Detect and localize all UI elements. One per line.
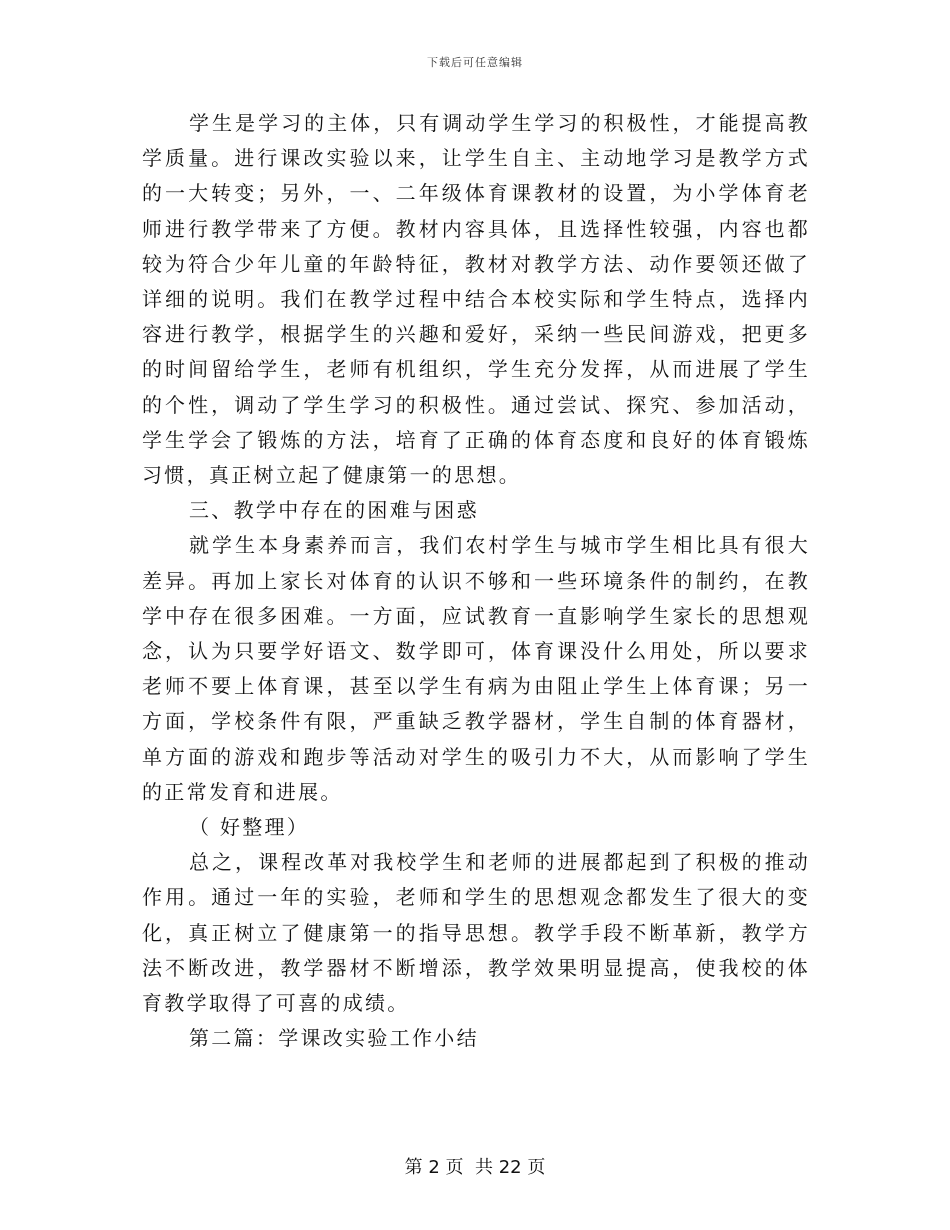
footer-mid: 页 共 bbox=[445, 1157, 493, 1178]
chapter-heading: 第二篇：学课改实验工作小结 bbox=[189, 1026, 479, 1051]
paragraph-2: 就学生本身素养而言，我们农村学生与城市学生相比具有很大差异。再加上家长对体育的认识不够和一些环境条件的制约，在教学中存在很多困难。一方面，应试教育一直影响学生家长的思想观念，认为只要学好语文、数学即可，体育课没什么用处，所以要求老师不要上体育课，甚至以学生有病为由阻止学生上体育课；另一方面，学校条件有限，严重缺乏教学器材，学生自制的体育器材，单方面的游戏和跑步等活动对学生的吸引力不大，从而影响了学生的正常发育和进展。 bbox=[142, 533, 810, 804]
document-body bbox=[142, 106, 810, 1056]
paragraph-1: 学生是学习的主体，只有调动学生学习的积极性，才能提高教学质量。进行课改实验以来，让学生自主、主动地学习是教学方式的一大转变；另外，一、二年级体育课教材的设置，为小学体育老师进行教学带来了方便。教材内容具体，且选择性较强，内容也都较为符合少年儿童的年龄特征，教材对教学方法、动作要领还做了详细的说明。我们在教学过程中结合本校实际和学生特点，选择内容进行教学，根据学生的兴趣和爱好，采纳一些民间游戏，把更多的时间留给学生，老师有机组织，学生充分发挥，从而进展了学生的个性，调动了学生学习的积极性。通过尝试、探究、参加活动，学生学会了锻炼的方法，培育了正确的体育态度和良好的体育锻炼习惯，真正树立起了健康第一的思想。 bbox=[142, 111, 810, 488]
section-heading: 三、教学中存在的困难与困惑 bbox=[189, 498, 479, 523]
page-footer bbox=[0, 1153, 950, 1179]
total-pages-number: 22 bbox=[498, 1157, 522, 1178]
page-header: 下载后可任意编辑 bbox=[427, 56, 523, 69]
current-page-number: 2 bbox=[428, 1157, 440, 1178]
note-line: （ 好整理） bbox=[189, 815, 310, 840]
footer-suffix: 页 bbox=[527, 1157, 546, 1178]
paragraph-3: 总之，课程改革对我校学生和老师的进展都起到了积极的推动作用。通过一年的实验，老师和学生的思想观念都发生了很大的变化，真正树立了健康第一的指导思想。教学手段不断革新，教学方法不断改进，教学器材不断增添，教学效果明显提高，使我校的体育教学取得了可喜的成绩。 bbox=[142, 850, 810, 1016]
footer-prefix: 第 bbox=[404, 1157, 423, 1178]
